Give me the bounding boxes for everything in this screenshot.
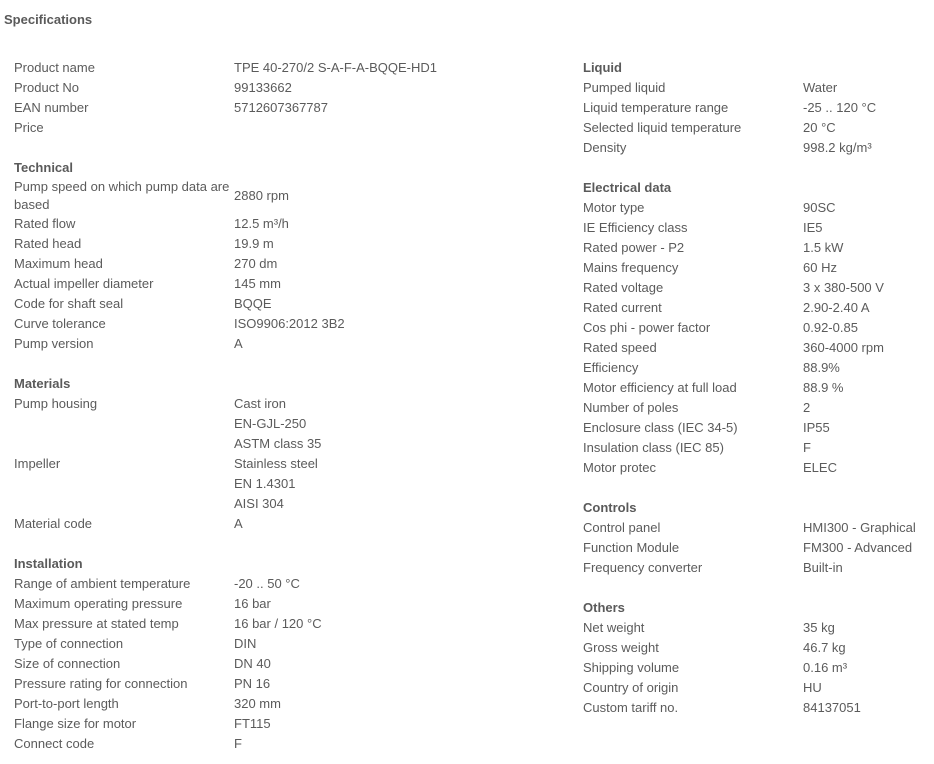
spec-label: Cos phi - power factor — [583, 320, 711, 335]
spec-values — [803, 318, 858, 338]
spec-values — [803, 278, 884, 298]
spec-row-impeller — [14, 454, 554, 514]
spec-row-connect-code — [14, 734, 554, 754]
spec-values — [803, 378, 843, 398]
spec-row-selected-liquid-temperature — [583, 118, 928, 138]
spec-label: Net weight — [583, 620, 645, 635]
spec-label: Insulation class (IEC 85) — [583, 440, 724, 455]
spec-row-mains-frequency — [583, 258, 928, 278]
section-installation — [14, 554, 554, 754]
spec-label: Type of connection — [14, 636, 124, 651]
spec-label: Size of connection — [14, 656, 121, 671]
spec-label: Pressure rating for connection — [14, 676, 188, 691]
spec-value: 2880 rpm — [234, 188, 289, 203]
spec-row-port-to-port-length — [14, 694, 554, 714]
spec-values — [234, 574, 300, 594]
spec-label: Flange size for motor — [14, 716, 137, 731]
spec-row-rated-power-p2 — [583, 238, 928, 258]
spec-value: 270 dm — [234, 256, 278, 271]
spec-row-rated-current — [583, 298, 928, 318]
right-column — [583, 58, 928, 718]
spec-value: AISI 304 — [234, 496, 284, 511]
spec-label: IE Efficiency class — [583, 220, 688, 235]
spec-value: ELEC — [803, 460, 837, 475]
spec-row-maximum-head — [14, 254, 554, 274]
spec-values — [234, 214, 289, 234]
spec-row-max-pressure-at-stated-temp — [14, 614, 554, 634]
spec-label: Rated head — [14, 236, 82, 251]
spec-row-rated-speed — [583, 338, 928, 358]
spec-row-curve-tolerance — [14, 314, 554, 334]
spec-label: Rated voltage — [583, 280, 664, 295]
spec-row-ean-number — [14, 98, 554, 118]
spec-row-maximum-operating-pressure — [14, 594, 554, 614]
spec-label: Frequency converter — [583, 560, 703, 575]
spec-label: Enclosure class (IEC 34-5) — [583, 420, 738, 435]
section-electrical-data — [583, 178, 928, 478]
spec-row-custom-tariff-no — [583, 698, 928, 718]
spec-row-pumped-liquid — [583, 78, 928, 98]
spec-value: 88.9 % — [803, 380, 844, 395]
spec-value: FT115 — [234, 716, 271, 731]
spec-row-size-of-connection — [14, 654, 554, 674]
spec-row-pump-version — [14, 334, 554, 354]
spec-row-rated-head — [14, 234, 554, 254]
spec-label: Curve tolerance — [14, 316, 106, 331]
spec-values — [234, 98, 328, 118]
spec-values — [234, 734, 242, 754]
spec-row-motor-efficiency-at-full-load — [583, 378, 928, 398]
spec-value: 60 Hz — [803, 260, 837, 275]
spec-label: Port-to-port length — [14, 696, 119, 711]
spec-values — [803, 678, 822, 698]
spec-value: BQQE — [234, 296, 272, 311]
spec-values — [234, 614, 322, 634]
page-title: Specifications — [4, 12, 93, 27]
spec-row-product-no — [14, 78, 554, 98]
spec-value: 360-4000 rpm — [803, 340, 884, 355]
spec-value: 88.9% — [803, 360, 840, 375]
spec-row-code-for-shaft-seal — [14, 294, 554, 314]
spec-label: Material code — [14, 516, 93, 531]
spec-row-price — [14, 118, 554, 138]
section-controls — [583, 498, 928, 578]
spec-values — [803, 118, 836, 138]
spec-row-actual-impeller-diameter — [14, 274, 554, 294]
spec-row-rated-flow — [14, 214, 554, 234]
spec-value: ISO9906:2012 3B2 — [234, 316, 345, 331]
spec-values — [803, 518, 916, 538]
spec-label: Range of ambient temperature — [14, 576, 191, 591]
spec-values — [803, 138, 872, 158]
spec-values — [803, 218, 823, 238]
section-title: Controls — [583, 500, 637, 515]
spec-value: DN 40 — [234, 656, 271, 671]
spec-value: IP55 — [803, 420, 830, 435]
spec-row-pump-speed-on-which-pump-data-are-based — [14, 178, 554, 214]
spec-label: Motor protec — [583, 460, 656, 475]
spec-values — [234, 186, 289, 206]
spec-value: 1.5 kW — [803, 240, 844, 255]
spec-label: Code for shaft seal — [14, 296, 124, 311]
spec-label: Country of origin — [583, 680, 679, 695]
spec-value: 3 x 380-500 V — [803, 280, 884, 295]
spec-values — [234, 78, 292, 98]
spec-values — [803, 418, 830, 438]
spec-row-frequency-converter — [583, 558, 928, 578]
section-title: Installation — [14, 556, 83, 571]
spec-value: 46.7 kg — [803, 640, 846, 655]
spec-value: 20 °C — [803, 120, 836, 135]
spec-values — [234, 694, 281, 714]
spec-value: Built-in — [803, 560, 843, 575]
spec-values — [234, 234, 274, 254]
spec-values — [234, 294, 272, 314]
spec-values — [234, 514, 243, 534]
spec-value: HU — [803, 680, 822, 695]
spec-label: Custom tariff no. — [583, 700, 679, 715]
spec-value: -20 .. 50 °C — [234, 576, 300, 591]
section-others — [583, 598, 928, 718]
spec-label: Pump speed on which pump data are based — [14, 179, 230, 212]
spec-values — [234, 274, 281, 294]
spec-values — [803, 78, 837, 98]
spec-label: Maximum operating pressure — [14, 596, 183, 611]
spec-values — [803, 238, 843, 258]
spec-values — [803, 458, 837, 478]
spec-value: 16 bar — [234, 596, 271, 611]
spec-values — [234, 334, 243, 354]
spec-value: F — [234, 736, 242, 751]
spec-value: DIN — [234, 636, 257, 651]
spec-values — [803, 398, 810, 418]
spec-label: Gross weight — [583, 640, 659, 655]
spec-value: 145 mm — [234, 276, 281, 291]
spec-values — [803, 438, 811, 458]
spec-label: Connect code — [14, 736, 95, 751]
spec-row-function-module — [583, 538, 928, 558]
spec-row-efficiency — [583, 358, 928, 378]
spec-label: Product name — [14, 60, 95, 75]
spec-values — [234, 674, 270, 694]
spec-label: Rated current — [583, 300, 662, 315]
section-liquid — [583, 58, 928, 158]
spec-value: 35 kg — [803, 620, 835, 635]
spec-values — [234, 634, 256, 654]
spec-row-pump-housing — [14, 394, 554, 454]
spec-row-country-of-origin — [583, 678, 928, 698]
spec-value: 0.92-0.85 — [803, 320, 858, 335]
spec-row-range-of-ambient-temperature — [14, 574, 554, 594]
spec-value: 12.5 m³/h — [234, 216, 289, 231]
spec-value: A — [234, 516, 243, 531]
spec-label: Max pressure at stated temp — [14, 616, 179, 631]
spec-label: Number of poles — [583, 400, 679, 415]
spec-values — [803, 358, 840, 378]
spec-row-rated-voltage — [583, 278, 928, 298]
spec-value: IE5 — [803, 220, 823, 235]
spec-value: ASTM class 35 — [234, 436, 322, 451]
spec-label: Impeller — [14, 456, 61, 471]
spec-row-liquid-temperature-range — [583, 98, 928, 118]
spec-values — [234, 58, 437, 78]
section-general — [14, 58, 554, 138]
spec-row-motor-type — [583, 198, 928, 218]
spec-row-insulation-class-iec-85 — [583, 438, 928, 458]
spec-values — [234, 714, 271, 734]
spec-value: HMI300 - Graphical — [803, 520, 916, 535]
spec-value: TPE 40-270/2 S-A-F-A-BQQE-HD1 — [234, 60, 437, 75]
spec-value: FM300 - Advanced — [803, 540, 913, 555]
spec-values — [803, 258, 837, 278]
spec-value: -25 .. 120 °C — [803, 100, 877, 115]
spec-label: Selected liquid temperature — [583, 120, 742, 135]
spec-values — [234, 314, 345, 334]
spec-label: Mains frequency — [583, 260, 679, 275]
spec-values — [803, 198, 836, 218]
spec-value: EN-GJL-250 — [234, 416, 307, 431]
spec-value: 998.2 kg/m³ — [803, 140, 872, 155]
spec-values — [234, 594, 271, 614]
spec-row-ie-efficiency-class — [583, 218, 928, 238]
section-materials — [14, 374, 554, 534]
spec-label: EAN number — [14, 100, 89, 115]
spec-row-number-of-poles — [583, 398, 928, 418]
spec-label: Shipping volume — [583, 660, 680, 675]
spec-values — [234, 254, 277, 274]
spec-label: Motor type — [583, 200, 645, 215]
spec-label: Price — [14, 120, 44, 135]
spec-label: Maximum head — [14, 256, 103, 271]
spec-label: Efficiency — [583, 360, 639, 375]
spec-row-enclosure-class-iec-34-5 — [583, 418, 928, 438]
spec-value: Stainless steel — [234, 456, 318, 471]
spec-label: Rated power - P2 — [583, 240, 685, 255]
spec-values — [234, 654, 271, 674]
spec-value: F — [803, 440, 811, 455]
spec-row-shipping-volume — [583, 658, 928, 678]
spec-label: Rated speed — [583, 340, 657, 355]
spec-values — [803, 298, 870, 318]
spec-value: 99133662 — [234, 80, 292, 95]
spec-row-product-name — [14, 58, 554, 78]
spec-row-flange-size-for-motor — [14, 714, 554, 734]
spec-value: EN 1.4301 — [234, 476, 296, 491]
spec-values — [803, 538, 912, 558]
spec-value: Water — [803, 80, 838, 95]
spec-value: 90SC — [803, 200, 836, 215]
spec-label: Pumped liquid — [583, 80, 666, 95]
spec-values — [803, 638, 846, 658]
spec-value: 16 bar / 120 °C — [234, 616, 322, 631]
spec-label: Control panel — [583, 520, 661, 535]
spec-row-motor-protec — [583, 458, 928, 478]
spec-label: Pump version — [14, 336, 94, 351]
spec-values — [803, 98, 876, 118]
spec-label: Motor efficiency at full load — [583, 380, 737, 395]
spec-values — [803, 558, 843, 578]
spec-label: Density — [583, 140, 627, 155]
spec-row-control-panel — [583, 518, 928, 538]
section-technical — [14, 158, 554, 354]
spec-label: Pump housing — [14, 396, 98, 411]
spec-row-type-of-connection — [14, 634, 554, 654]
spec-values — [803, 698, 861, 718]
section-title: Technical — [14, 160, 74, 175]
section-title: Others — [583, 600, 625, 615]
spec-row-density — [583, 138, 928, 158]
spec-values — [234, 454, 318, 514]
spec-label: Liquid temperature range — [583, 100, 729, 115]
section-title: Electrical data — [583, 180, 672, 195]
spec-value: Cast iron — [234, 396, 287, 411]
spec-value: A — [234, 336, 243, 351]
spec-values — [803, 338, 884, 358]
spec-value: PN 16 — [234, 676, 271, 691]
spec-value: 5712607367787 — [234, 100, 328, 115]
spec-row-pressure-rating-for-connection — [14, 674, 554, 694]
spec-label: Actual impeller diameter — [14, 276, 154, 291]
spec-value: 84137051 — [803, 700, 861, 715]
spec-value: 2.90-2.40 A — [803, 300, 870, 315]
spec-values — [234, 394, 321, 454]
spec-value: 2 — [803, 400, 811, 415]
spec-value: 19.9 m — [234, 236, 274, 251]
spec-row-cos-phi-power-factor — [583, 318, 928, 338]
section-title: Liquid — [583, 60, 622, 75]
spec-row-material-code — [14, 514, 554, 534]
spec-values — [803, 658, 847, 678]
spec-value: 320 mm — [234, 696, 281, 711]
spec-values — [803, 618, 835, 638]
section-title: Materials — [14, 376, 71, 391]
spec-row-gross-weight — [583, 638, 928, 658]
spec-label: Function Module — [583, 540, 680, 555]
spec-label: Product No — [14, 80, 80, 95]
left-column — [14, 58, 554, 754]
spec-label: Rated flow — [14, 216, 76, 231]
spec-row-net-weight — [583, 618, 928, 638]
spec-value: 0.16 m³ — [803, 660, 848, 675]
